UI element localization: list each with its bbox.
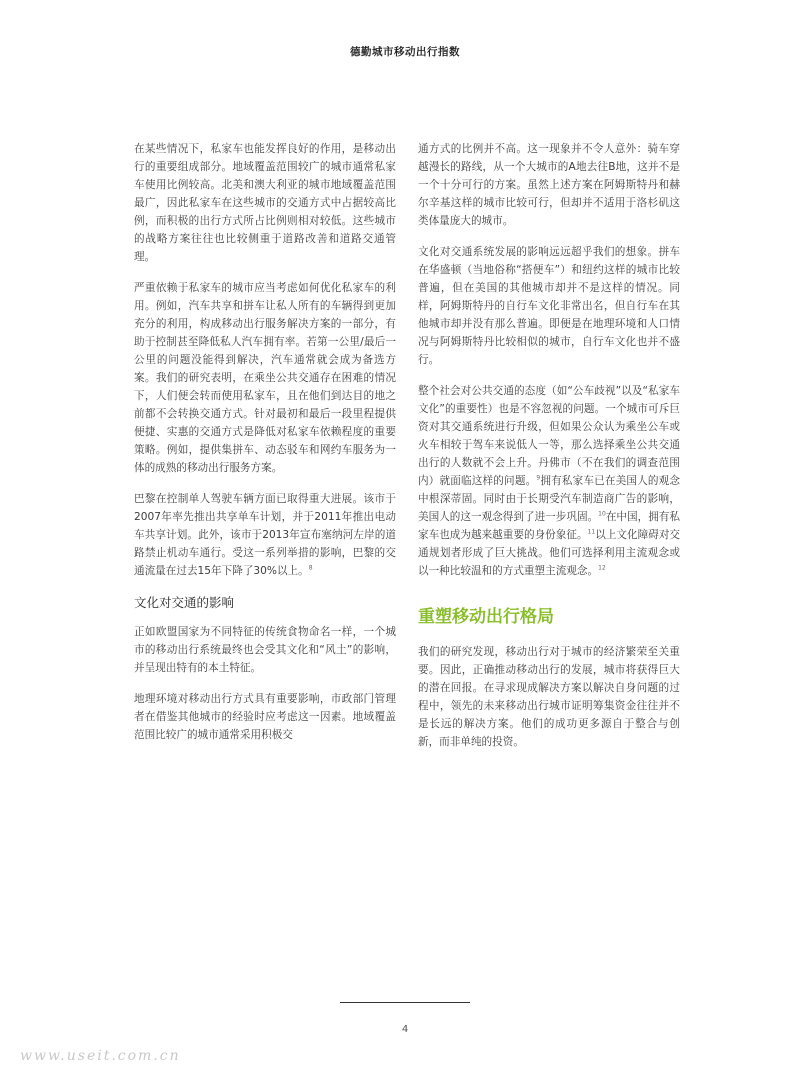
paragraph: 文化对交通系统发展的影响远远超乎我们的想象。拼车在华盛顿（当地俗称“搭便车”）和纽约这样的城市比较普遍，但在美国的其他城市却并不是这样的情况。同样，阿姆斯特丹的自行车文化非常出名，但自行车在其他城市却并没有那么普遍。即便是在地理环境和人口情况与阿姆斯特丹比较相似的城市，自行车文化也并不盛行。 — [418, 246, 680, 366]
right-column — [418, 140, 680, 764]
page-number: 4 — [401, 1024, 409, 1035]
paragraph-text: 整个社会对公共交通的态度（如“公车歧视”以及“私家车文化”的重要性）也是不容忽视的问题。一个城市可斥巨资对其交通系统进行升级，但如果公众认为乘坐公车或火车相较于驾车来说低人一等，那么选择乘坐公共交通出行的人数就不会上升。丹佛市（不在我们的调查范围内）就面临这样的问题。 — [418, 385, 680, 487]
paragraph: 通方式的比例并不高。这一现象并不令人意外：骑车穿越漫长的路线，从一个大城市的A地去往B地，这并不是一个十分可行的方案。虽然上述方案在阿姆斯特丹和赫尔辛基这样的城市比较可行，但却并不适用于洛杉矶这类体量庞大的城市。 — [418, 143, 680, 227]
footnote-ref[interactable]: 11 — [587, 528, 596, 536]
section-subheading: 文化对交通的影响 — [134, 595, 235, 610]
paragraph: 地理环境对移动出行方式具有重要影响，市政部门管理者在借鉴其他城市的经验时应考虑这一因素。地域覆盖范围比较广的城市通常采用积极交 — [134, 693, 396, 741]
page-header: 德勤城市移动出行指数 — [350, 46, 460, 58]
watermark: www.useit.com.cn — [20, 1048, 181, 1064]
footnote-ref[interactable]: 12 — [598, 564, 606, 572]
paragraph-text: 以上文化障碍对交通规划者形成了巨大挑战。他们可选择利用主流观念或以一种比较温和的方式重塑主流观念。 — [418, 529, 681, 577]
footnote-ref[interactable]: 9 — [536, 474, 541, 482]
footnote-ref[interactable]: 10 — [598, 510, 606, 518]
paragraph: 正如欧盟国家为不同特征的传统食物命名一样，一个城市的移动出行系统最终也会受其文化和“风土”的影响，并呈现出特有的本土特征。 — [134, 626, 396, 674]
paragraph-text: 巴黎在控制单人驾驶车辆方面已取得重大进展。该市于2007年率先推出共享单车计划，并于2011年推出电动车共享计划。此外，该市于2013年宣布塞纳河左岸的道路禁止机动车通行。受这一系列举措的影响，巴黎的交通流量在过去15年下降了30%以上。 — [134, 493, 396, 577]
paragraph: 严重依赖于私家车的城市应当考虑如何优化私家车的利用。例如，汽车共享和拼车让私人所有的车辆得到更加充分的利用，构成移动出行服务解决方案的一部分，有助于控制甚至降低私人汽车拥有率。若第一公里/最后一公里的问题没能得到解决，汽车通常就会成为备选方案。我们的研究表明，在乘坐公共交通存在困难的情况下，人们便会转而使用私家车，且在他们到达目的地之前都不会转换交通方式。针对最初和最后一段里程提供便捷、实惠的交通方式是降低对私家车依赖程度的重要策略。例如，提供集拼车、动态驳车和网约车服务为一体的成熟的移动出行服务方案。 — [134, 282, 396, 474]
footnote-ref[interactable]: 8 — [308, 564, 313, 572]
paragraph — [418, 382, 680, 580]
footer-divider — [340, 1002, 470, 1003]
section-heading: 重塑移动出行格局 — [418, 607, 554, 627]
paragraph-text: 拥有私家车已在美国人的观念中根深蒂固。同时由于长期受汽车制造商广告的影响，美国人的这一观念得到了进一步巩固。 — [418, 475, 680, 523]
paragraph: 在某些情况下，私家车也能发挥良好的作用，是移动出行的重要组成部分。地域覆盖范围较广的城市通常私家车使用比例较高。北美和澳大利亚的城市地域覆盖范围最广，因此私家车在这些城市的交通方式中占据较高比例，而积极的出行方式所占比例则相对较低。这些城市的战略方案往往也比较侧重于道路改善和道路交通管理。 — [134, 143, 396, 263]
paragraph-text: 在中国，拥有私家车也成为越来越重要的身份象征。 — [418, 511, 681, 541]
paragraph — [134, 490, 396, 580]
left-column — [134, 140, 396, 757]
paragraph: 我们的研究发现，移动出行对于城市的经济繁荣至关重要。因此，正确推动移动出行的发展，城市将获得巨大的潜在回报。在寻求现成解决方案以解决自身问题的过程中，领先的未来移动出行城市证明筹集资金往往并不是长远的解决方案。他们的成功更多源自于整合与创新，而非单纯的投资。 — [418, 646, 680, 748]
